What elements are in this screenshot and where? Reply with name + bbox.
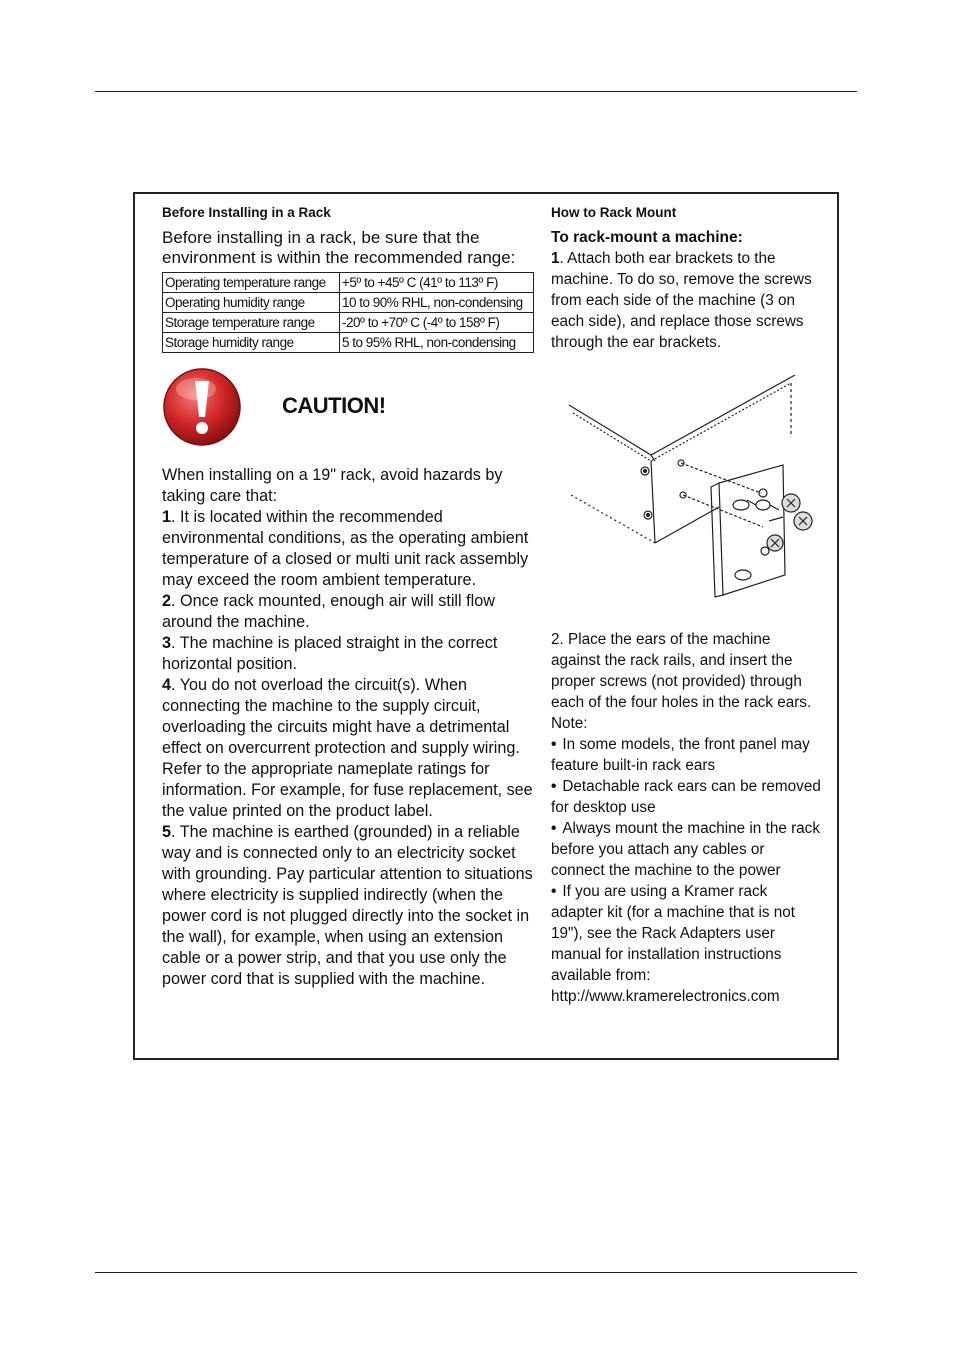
table-cell: Operating temperature range: [163, 273, 340, 293]
rack-ear-bracket-diagram: [551, 375, 821, 605]
item-text: . It is located within the recommended environmental conditions, as the operating ambient temperature of a closed or multi unit rack assembly may exceed the room ambient temperature.: [162, 508, 529, 589]
item-number: 4: [162, 676, 172, 694]
rack-mount-subheading: To rack-mount a machine:: [551, 229, 743, 246]
before-installing-heading: Before Installing in a Rack: [162, 205, 331, 220]
step-2: 2. Place the ears of the machine against the rack rails, and insert the proper screws (not provided) through each of the four holes in the rack ears.: [551, 631, 812, 711]
list-item: [162, 675, 536, 822]
environment-intro: Before installing in a rack, be sure that the environment is within the recommended range:: [162, 228, 516, 267]
step-2-and-notes: [551, 629, 821, 1007]
list-item: • Always mount the machine in the rack before you attach any cables or connect the machine to the power: [551, 818, 821, 881]
item-number: 1: [162, 508, 172, 526]
table-row: [163, 313, 534, 333]
table-cell: -20º to +70º C (-4º to 158º F): [340, 313, 534, 333]
table-row: [163, 333, 534, 353]
footer-rule: [95, 1272, 857, 1273]
caution-intro: When installing on a 19" rack, avoid hazards by taking care that:: [162, 466, 503, 505]
list-item: [162, 633, 536, 675]
step-1-text: . Attach both ear brackets to the machine. To do so, remove the screws from each side of the machine (3 on each side), and replace those screws through the ear brackets.: [551, 250, 812, 351]
left-column: [162, 204, 536, 990]
item-text: . You do not overload the circuit(s). When connecting the machine to the supply circuit, overloading the circuits might have a detrimental effect on overcurrent protection and supply wiring. Refer to the appropriate nameplate ratings for information. For example, for fuse replacement, see the value printed on the product label.: [162, 676, 533, 820]
item-text: . Once rack mounted, enough air will still flow around the machine.: [162, 592, 495, 631]
caution-body: [162, 465, 536, 990]
item-number: 5: [162, 823, 172, 841]
kramer-url: http://www.kramerelectronics.com: [551, 988, 780, 1005]
caution-banner: [162, 367, 536, 451]
table-cell: 5 to 95% RHL, non-condensing: [340, 333, 534, 353]
step-1: [551, 248, 821, 353]
table-cell: +5º to +45º C (41º to 113º F): [340, 273, 534, 293]
how-to-rack-mount-heading: How to Rack Mount: [551, 205, 677, 220]
item-text: . The machine is placed straight in the correct horizontal position.: [162, 634, 498, 673]
right-column: [551, 204, 821, 1007]
step-number: 1: [551, 250, 560, 267]
header-rule: [95, 91, 857, 92]
list-item: [162, 591, 536, 633]
list-item: [162, 507, 536, 591]
table-row: [163, 273, 534, 293]
environment-table: [162, 272, 534, 353]
item-text: . The machine is earthed (grounded) in a reliable way and is connected only to an electricity socket with grounding. Pay particular attention to situations where electricity is supplied indirectly (when the power cord is not plugged directly into the socket in the wall), for example, when using an extension cable or a power strip, and that you use only the power cord that is supplied with the machine.: [162, 823, 533, 988]
table-cell: 10 to 90% RHL, non-condensing: [340, 293, 534, 313]
list-item: [162, 822, 536, 990]
item-number: 3: [162, 634, 172, 652]
table-cell: Operating humidity range: [163, 293, 340, 313]
note-label: Note:: [551, 715, 588, 732]
list-item: • Detachable rack ears can be removed for desktop use: [551, 776, 821, 818]
exclamation-warning-icon: [162, 367, 242, 447]
table-row: [163, 293, 534, 313]
item-number: 2: [162, 592, 172, 610]
caution-title: CAUTION!: [282, 393, 386, 418]
table-cell: Storage temperature range: [163, 313, 340, 333]
list-item: • In some models, the front panel may feature built-in rack ears: [551, 734, 821, 776]
table-cell: Storage humidity range: [163, 333, 340, 353]
list-item: • If you are using a Kramer rack adapter kit (for a machine that is not 19"), see the Rack Adapters user manual for installation instructions available from:: [551, 881, 821, 986]
